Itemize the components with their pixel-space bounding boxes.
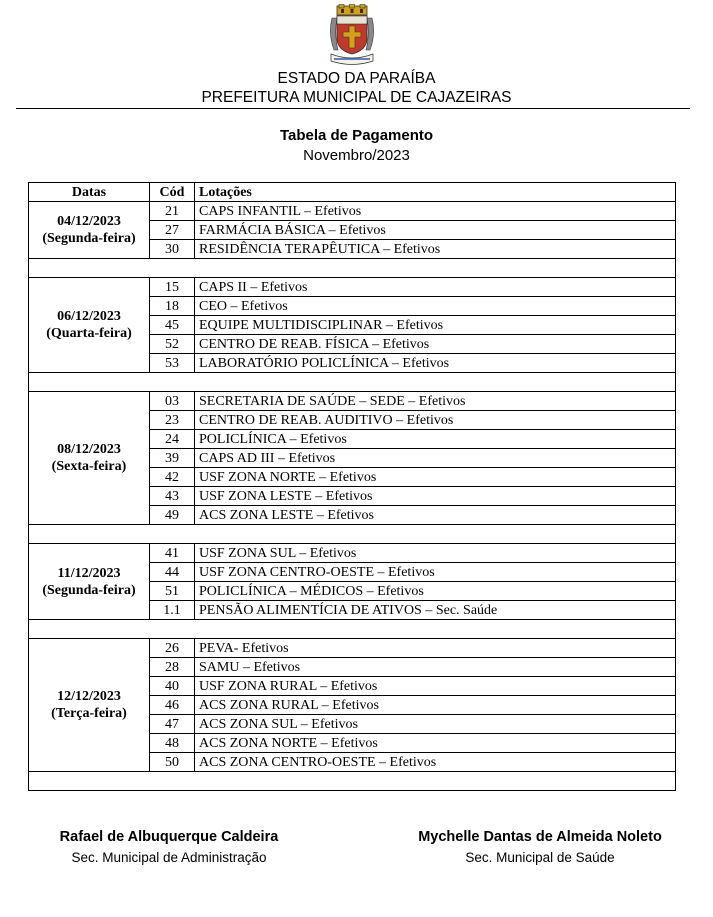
row-code: 50 [150,753,195,772]
payment-weekday: (Quarta-feira) [46,326,132,341]
row-code: 41 [150,544,195,563]
payment-date: 06/12/2023 [57,309,121,324]
row-location: ACS ZONA SUL – Efetivos [195,715,676,734]
group-separator-row [29,620,676,639]
payment-date-cell [29,544,150,620]
row-location: ACS ZONA CENTRO-OESTE – Efetivos [195,753,676,772]
row-code: 47 [150,715,195,734]
row-code: 15 [150,278,195,297]
payment-date: 04/12/2023 [57,214,121,229]
payment-date-cell [29,392,150,525]
table-row [29,202,676,221]
row-code: 30 [150,240,195,259]
payment-date: 11/12/2023 [57,565,121,581]
row-location: RESIDÊNCIA TERAPÊUTICA – Efetivos [195,240,676,259]
table-row [29,639,676,658]
row-location: USF ZONA SUL – Efetivos [195,544,676,563]
row-location: CAPS AD III – Efetivos [195,449,676,468]
row-location: EQUIPE MULTIDISCIPLINAR – Efetivos [195,316,676,335]
header-location: Lotações [195,183,676,202]
group-separator-row [29,259,676,278]
row-location: CAPS II – Efetivos [195,278,676,297]
row-code: 43 [150,487,195,506]
row-code: 42 [150,468,195,487]
municipal-crest-icon [328,4,376,66]
row-code: 44 [150,563,195,582]
row-code: 40 [150,677,195,696]
signatory-role: Sec. Municipal de Saúde [465,850,615,865]
row-code: 26 [150,639,195,658]
row-code: 28 [150,658,195,677]
table-header-row [29,183,676,202]
row-code: 46 [150,696,195,715]
row-location: PEVA- Efetivos [195,639,676,658]
group-separator-row [29,373,676,392]
row-code: 23 [150,411,195,430]
payment-date-cell [29,278,150,373]
signature-block-health [400,828,680,867]
row-location: CAPS INFANTIL – Efetivos [195,202,676,221]
table-row [29,278,676,297]
payment-date: 08/12/2023 [57,442,121,457]
header-code: Cód [150,183,195,202]
signature-block-administration [30,828,308,867]
row-code: 03 [150,392,195,411]
row-location: POLICLÍNICA – MÉDICOS – Efetivos [195,582,676,601]
row-code: 52 [150,335,195,354]
header-divider [16,108,690,109]
state-name: ESTADO DA PARAÍBA [277,70,436,87]
row-location: POLICLÍNICA – Efetivos [195,430,676,449]
row-location: LABORATÓRIO POLICLÍNICA – Efetivos [195,354,676,373]
payment-weekday: (Segunda-feira) [42,231,136,246]
row-code: 24 [150,430,195,449]
row-code: 1.1 [150,601,195,620]
signatory-name: Mychelle Dantas de Almeida Noleto [418,829,662,845]
payment-weekday: (Sexta-feira) [51,459,127,474]
row-location: ACS ZONA NORTE – Efetivos [195,734,676,753]
document-title: Tabela de Pagamento [279,127,434,144]
group-separator-row [29,772,676,791]
row-location: FARMÁCIA BÁSICA – Efetivos [195,221,676,240]
signatory-name: Rafael de Albuquerque Caldeira [59,829,279,845]
table-row [29,544,676,563]
row-location: USF ZONA LESTE – Efetivos [195,487,676,506]
payment-date-cell [29,202,150,259]
row-code: 53 [150,354,195,373]
payment-date: 12/12/2023 [57,689,121,704]
row-location: CENTRO DE REAB. AUDITIVO – Efetivos [195,411,676,430]
row-code: 39 [150,449,195,468]
row-location: CEO – Efetivos [195,297,676,316]
row-location: PENSÃO ALIMENTÍCIA DE ATIVOS – Sec. Saúde [195,601,676,620]
row-code: 48 [150,734,195,753]
row-location: USF ZONA RURAL – Efetivos [195,677,676,696]
group-separator-row [29,525,676,544]
row-location: ACS ZONA LESTE – Efetivos [195,506,676,525]
header-date: Datas [29,183,150,202]
row-location: USF ZONA CENTRO-OESTE – Efetivos [195,563,676,582]
payment-weekday: (Segunda-feira) [42,582,136,598]
signatory-role: Sec. Municipal de Administração [71,850,267,865]
city-hall-name: PREFEITURA MUNICIPAL DE CAJAZEIRAS [201,89,512,106]
row-location: ACS ZONA RURAL – Efetivos [195,696,676,715]
row-code: 49 [150,506,195,525]
row-location: CENTRO DE REAB. FÍSICA – Efetivos [195,335,676,354]
table-row [29,392,676,411]
row-location: SAMU – Efetivos [195,658,676,677]
row-code: 51 [150,582,195,601]
row-location: SECRETARIA DE SAÚDE – SEDE – Efetivos [195,392,676,411]
row-code: 21 [150,202,195,221]
row-code: 27 [150,221,195,240]
row-code: 45 [150,316,195,335]
document-period: Novembro/2023 [303,147,410,164]
payment-date-cell [29,639,150,772]
payment-table [28,182,676,791]
payment-weekday: (Terça-feira) [51,706,127,721]
row-code: 18 [150,297,195,316]
row-location: USF ZONA NORTE – Efetivos [195,468,676,487]
